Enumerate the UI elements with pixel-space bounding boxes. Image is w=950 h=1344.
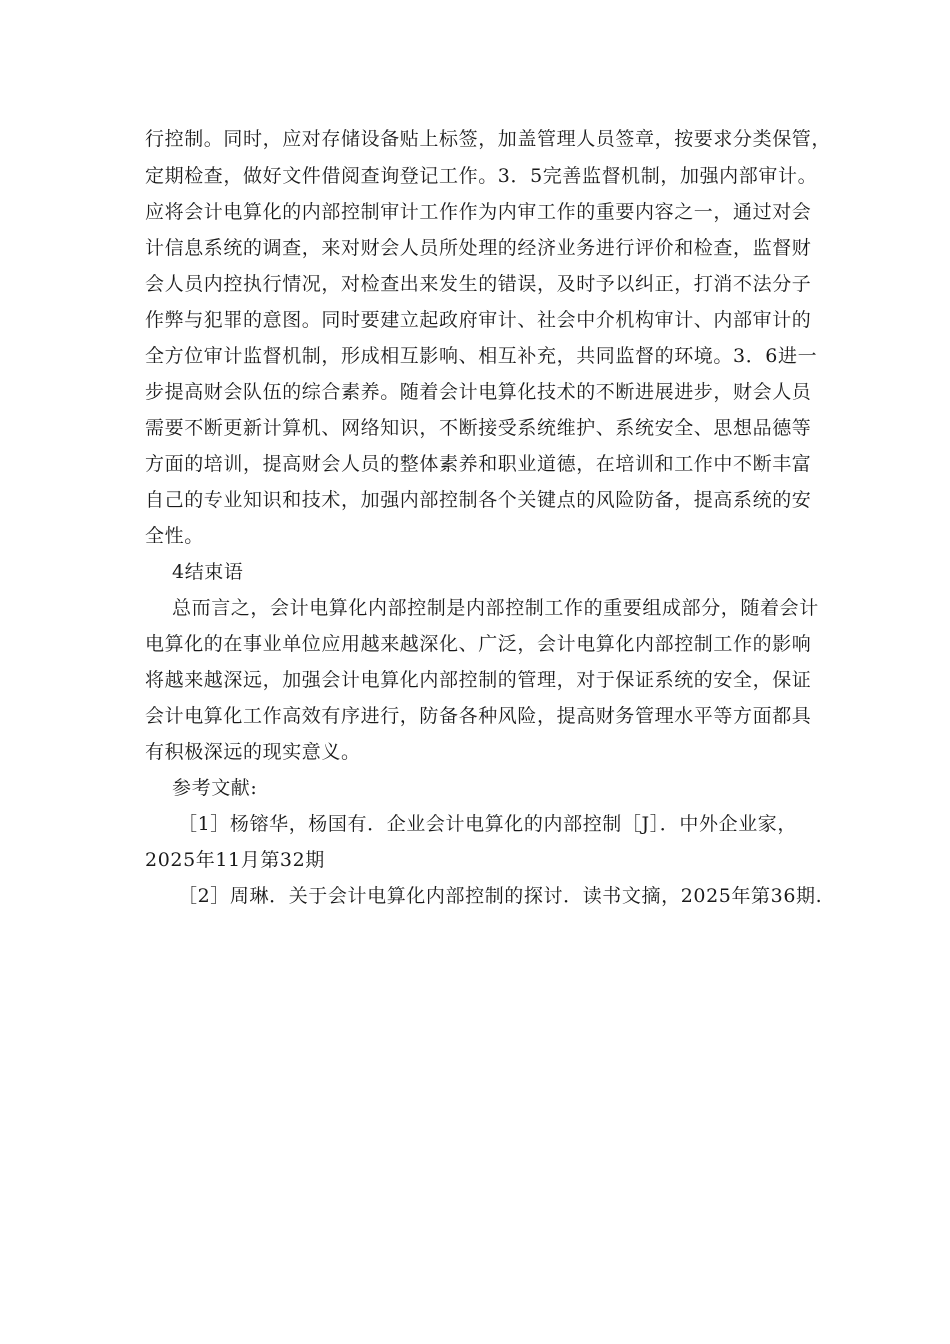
body-line: 计信息系统的调查，来对财会人员所处理的经济业务进行评价和检查，监督财	[145, 237, 812, 259]
conclusion-line: 有积极深远的现实意义。	[145, 741, 361, 763]
body-line: 行控制。同时，应对存储设备贴上标签，加盖管理人员签章，按要求分类保管，	[145, 128, 832, 150]
conclusion-heading: 4结束语	[172, 561, 244, 583]
conclusion-line: 会计电算化工作高效有序进行，防备各种风险，提高财务管理水平等方面都具	[145, 705, 812, 727]
body-line: 作弊与犯罪的意图。同时要建立起政府审计、社会中介机构审计、内部审计的	[145, 309, 812, 331]
body-line: 定期检查，做好文件借阅查询登记工作。3．5完善监督机制，加强内部审计。	[145, 165, 818, 187]
reference-item: ［2］周琳．关于会计电算化内部控制的探讨．读书文摘，2025年第36期.	[178, 885, 823, 907]
body-line: 全方位审计监督机制，形成相互影响、相互补充，共同监督的环境。3．6进一	[145, 345, 818, 367]
body-line: 自己的专业知识和技术，加强内部控制各个关键点的风险防备，提高系统的安	[145, 489, 812, 511]
body-line: 会人员内控执行情况，对检查出来发生的错误，及时予以纠正，打消不法分子	[145, 273, 812, 295]
body-line: 需要不断更新计算机、网络知识，不断接受系统维护、系统安全、思想品德等	[145, 417, 812, 439]
references-heading: 参考文献:	[172, 777, 258, 799]
body-line: 步提高财会队伍的综合素养。随着会计电算化技术的不断进展进步，财会人员	[145, 381, 812, 403]
conclusion-line: 总而言之，会计电算化内部控制是内部控制工作的重要组成部分，随着会计	[172, 597, 819, 619]
reference-item: ［1］杨镕华，杨国有．企业会计电算化的内部控制［J］．中外企业家，	[178, 813, 798, 835]
body-line: 方面的培训，提高财会人员的整体素养和职业道德，在培训和工作中不断丰富	[145, 453, 812, 475]
conclusion-line: 将越来越深远，加强会计电算化内部控制的管理，对于保证系统的安全，保证	[145, 669, 812, 691]
body-line: 全性。	[145, 525, 204, 547]
body-line: 应将会计电算化的内部控制审计工作作为内审工作的重要内容之一，通过对会	[145, 201, 812, 223]
conclusion-line: 电算化的在事业单位应用越来越深化、广泛，会计电算化内部控制工作的影响	[145, 633, 812, 655]
reference-item-continuation: 2025年11月第32期	[145, 849, 325, 871]
